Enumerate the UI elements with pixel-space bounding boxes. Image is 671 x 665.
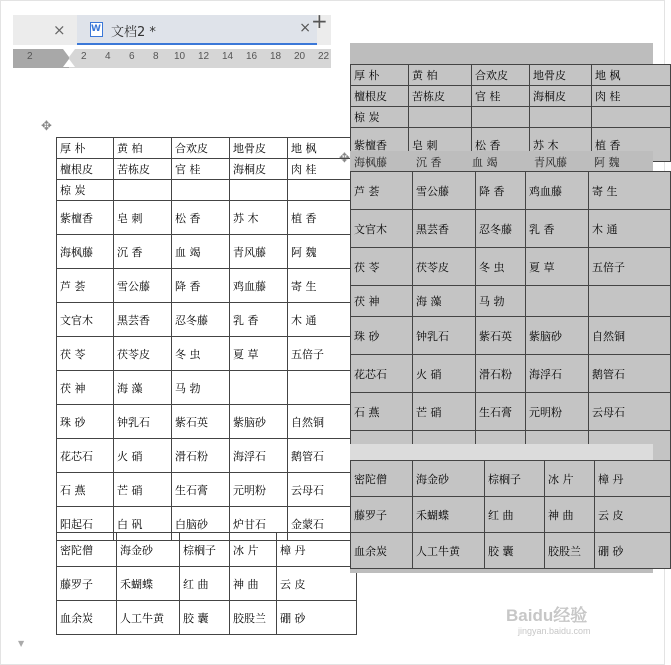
table-cell[interactable]: 官 桂: [172, 159, 230, 180]
table-cell[interactable]: 地骨皮: [230, 138, 288, 159]
table-row: [351, 286, 671, 317]
table-cell[interactable]: 冬 虫: [172, 337, 230, 371]
table-cell[interactable]: 云 皮: [277, 567, 357, 601]
table-row: [351, 107, 671, 128]
table-cell[interactable]: 胶 囊: [180, 601, 230, 635]
table-cell[interactable]: 花芯石: [351, 355, 413, 393]
table-cell[interactable]: 茯 苓: [57, 337, 114, 371]
table-cell[interactable]: 黑芸香: [413, 210, 476, 248]
table-cell[interactable]: 冬 虫: [476, 248, 526, 286]
table-cell[interactable]: 白脑砂: [172, 507, 230, 541]
table-cell[interactable]: 茯 神: [351, 286, 413, 317]
ruler-tick: 6: [129, 51, 135, 62]
ruler-tick: 16: [246, 51, 258, 62]
table-cell[interactable]: 海 藻: [413, 286, 476, 317]
table-cell[interactable]: 硼 砂: [595, 533, 671, 569]
table-cell[interactable]: 元明粉: [230, 473, 288, 507]
merged-cell: 血 竭: [472, 156, 498, 169]
table-cell[interactable]: 珠 砂: [351, 317, 413, 355]
table-cell[interactable]: 钟乳石: [413, 317, 476, 355]
table-cell[interactable]: 鸡血藤: [230, 269, 288, 303]
table-cell[interactable]: 胶 囊: [485, 533, 545, 569]
table-cell[interactable]: 黄 柏: [409, 65, 472, 86]
table-cell[interactable]: 黄 柏: [114, 138, 172, 159]
table-cell[interactable]: 苏 木: [530, 128, 592, 162]
table-cell[interactable]: 生石膏: [172, 473, 230, 507]
table-cell[interactable]: 紫脑砂: [230, 405, 288, 439]
ruler-tick: 2: [27, 51, 33, 62]
ruler-tick: 8: [153, 51, 159, 62]
table-cell[interactable]: 自然铜: [589, 317, 671, 355]
table-cell[interactable]: 藤罗子: [57, 567, 117, 601]
table-cell[interactable]: 神 曲: [545, 497, 595, 533]
table-cell[interactable]: 紫檀香: [351, 128, 409, 162]
table-cell[interactable]: 苏 木: [230, 201, 288, 235]
tab-bar: [13, 15, 331, 45]
table-row: [351, 497, 671, 533]
table-cell[interactable]: 海 藻: [114, 371, 172, 405]
table-cell[interactable]: 木 通: [589, 210, 671, 248]
watermark-brand: Baidu经验: [506, 606, 588, 625]
table-row: [351, 172, 671, 210]
table-cell[interactable]: 禾蝴蝶: [413, 497, 485, 533]
table-cell[interactable]: 皂 刺: [409, 128, 472, 162]
ruler-tick: 14: [222, 51, 234, 62]
table-cell[interactable]: 地 枫: [592, 65, 671, 86]
table-cell[interactable]: 寄 生: [288, 269, 357, 303]
herb-table-selected-bottom: [350, 460, 653, 572]
table-gap: [350, 444, 653, 460]
ruler-tick: 2: [81, 51, 87, 62]
table-cell[interactable]: 棕榈子: [180, 533, 230, 567]
table-row: [351, 210, 671, 248]
table-cell[interactable]: 文官木: [351, 210, 413, 248]
table-cell[interactable]: 芦 荟: [57, 269, 114, 303]
tab-close-icon[interactable]: ×: [299, 20, 311, 36]
table-cell[interactable]: 藤罗子: [351, 497, 413, 533]
table-cell[interactable]: 雪公藤: [413, 172, 476, 210]
table-cell[interactable]: 火 硝: [413, 355, 476, 393]
table-cell[interactable]: 人工牛黄: [413, 533, 485, 569]
table-cell[interactable]: [230, 180, 288, 201]
table-row: [57, 269, 357, 303]
ruler-tick: 10: [174, 51, 186, 62]
table-cell[interactable]: 肉 桂: [288, 159, 357, 180]
ruler-tick: 18: [270, 51, 282, 62]
table-cell[interactable]: 松 香: [472, 128, 530, 162]
table-cell[interactable]: 五倍子: [589, 248, 671, 286]
table-cell[interactable]: 冰 片: [545, 461, 595, 497]
table-row: [351, 248, 671, 286]
table-cell[interactable]: 乳 香: [526, 210, 589, 248]
table-cell[interactable]: 檀根皮: [351, 86, 409, 107]
table-cell[interactable]: 海浮石: [526, 355, 589, 393]
table-row: [57, 601, 357, 635]
table-cell[interactable]: 血 竭: [172, 235, 230, 269]
table-cell[interactable]: 樟 丹: [595, 461, 671, 497]
table-row: [57, 235, 357, 269]
new-tab-plus-icon[interactable]: +: [311, 9, 328, 33]
table-cell[interactable]: 禾蝴蝶: [117, 567, 180, 601]
baidu-watermark: [506, 601, 591, 636]
table-cell[interactable]: 寄 生: [589, 172, 671, 210]
herb-table-page-continued: [56, 532, 329, 638]
table-cell[interactable]: 棕榈子: [485, 461, 545, 497]
table-cell[interactable]: 忍冬藤: [172, 303, 230, 337]
table-cell[interactable]: 紫脑砂: [526, 317, 589, 355]
word-document-icon: [90, 22, 103, 37]
table-cell[interactable]: 雪公藤: [114, 269, 172, 303]
ruler-tick: 20: [294, 51, 306, 62]
merged-cell: 沉 香: [416, 156, 442, 169]
table-cell[interactable]: 降 香: [172, 269, 230, 303]
table-row: [57, 439, 357, 473]
table-cell[interactable]: 硼 砂: [277, 601, 357, 635]
table-cell[interactable]: [530, 107, 592, 128]
table-cell[interactable]: 阳起石: [57, 507, 114, 541]
ruler-tick: 4: [105, 51, 111, 62]
table-cell[interactable]: 海桐皮: [530, 86, 592, 107]
table-cell[interactable]: [288, 371, 357, 405]
table-cell[interactable]: 茯苓皮: [413, 248, 476, 286]
table-cell[interactable]: 樟 丹: [277, 533, 357, 567]
table-cell[interactable]: [230, 371, 288, 405]
merged-cell: 青风藤: [534, 156, 567, 169]
table-cell[interactable]: 云 皮: [595, 497, 671, 533]
table-row: [351, 86, 671, 107]
table-move-handle-icon[interactable]: ✥: [339, 151, 350, 166]
table-cell[interactable]: 红 曲: [485, 497, 545, 533]
table-row: [57, 159, 357, 180]
table-cell[interactable]: 自然铜: [288, 405, 357, 439]
table-cell[interactable]: 海桐皮: [230, 159, 288, 180]
table-cell[interactable]: 密陀僧: [351, 461, 413, 497]
table-cell[interactable]: 滑石粉: [476, 355, 526, 393]
table-cell[interactable]: 珠 砂: [57, 405, 114, 439]
table-cell[interactable]: 元明粉: [526, 393, 589, 431]
table-cell[interactable]: 苦栋皮: [114, 159, 172, 180]
table-row: [57, 533, 357, 567]
table-cell[interactable]: [526, 286, 589, 317]
table-row: [57, 405, 357, 439]
table-cell[interactable]: 官 桂: [472, 86, 530, 107]
table-cell[interactable]: [409, 107, 472, 128]
table-cell[interactable]: 云母石: [589, 393, 671, 431]
table-cell[interactable]: 檀根皮: [57, 159, 114, 180]
table-cell[interactable]: 密陀僧: [57, 533, 117, 567]
close-icon[interactable]: ×: [53, 21, 66, 39]
table-cell[interactable]: [114, 180, 172, 201]
table-cell[interactable]: 乳 香: [230, 303, 288, 337]
table-cell[interactable]: 茯 神: [57, 371, 114, 405]
table-cell[interactable]: [592, 107, 671, 128]
table-cell[interactable]: 马 勃: [172, 371, 230, 405]
table-cell[interactable]: 海枫藤: [57, 235, 114, 269]
table-cell[interactable]: 石 燕: [57, 473, 114, 507]
table-cell[interactable]: [172, 180, 230, 201]
table-cell[interactable]: 厚 朴: [57, 138, 114, 159]
table-cell[interactable]: 芒 硝: [114, 473, 172, 507]
table-cell[interactable]: 合欢皮: [172, 138, 230, 159]
table-cell[interactable]: 钟乳石: [114, 405, 172, 439]
table-cell[interactable]: 鸡血藤: [526, 172, 589, 210]
indent-marker-icon[interactable]: [63, 49, 75, 68]
table-cell[interactable]: [288, 180, 357, 201]
table-cell[interactable]: 紫石英: [476, 317, 526, 355]
table-cell[interactable]: 夏 草: [230, 337, 288, 371]
table-cell[interactable]: [472, 107, 530, 128]
table-cell[interactable]: [589, 286, 671, 317]
table-cell[interactable]: 皂 刺: [114, 201, 172, 235]
ruler-tick: 22: [318, 51, 330, 62]
table-cell[interactable]: 植 香: [592, 128, 671, 162]
table-row: [351, 355, 671, 393]
table-row: [57, 201, 357, 235]
table-cell[interactable]: 鹅管石: [589, 355, 671, 393]
table-cell[interactable]: 血余炭: [57, 601, 117, 635]
table-cell[interactable]: 海金砂: [117, 533, 180, 567]
table-row: [57, 138, 357, 159]
table-cell[interactable]: 青风藤: [230, 235, 288, 269]
table-cell[interactable]: 人工牛黄: [117, 601, 180, 635]
table-cell[interactable]: 胶股兰: [545, 533, 595, 569]
watermark-url: jingyan.baidu.com: [518, 626, 591, 636]
table-cell[interactable]: 火 硝: [114, 439, 172, 473]
merged-text-row: [350, 151, 653, 171]
horizontal-ruler[interactable]: [13, 49, 331, 68]
table-cell[interactable]: 植 香: [288, 201, 357, 235]
table-cell[interactable]: 沉 香: [114, 235, 172, 269]
table-cell[interactable]: 芦 荟: [351, 172, 413, 210]
table-cell[interactable]: 文官木: [57, 303, 114, 337]
table-cell[interactable]: 阿 魏: [288, 235, 357, 269]
table-cell[interactable]: 夏 草: [526, 248, 589, 286]
table-cell[interactable]: 胶股兰: [230, 601, 277, 635]
table-cell[interactable]: 地骨皮: [530, 65, 592, 86]
table-cell[interactable]: 白 矾: [114, 507, 172, 541]
table-cell[interactable]: 厚 朴: [351, 65, 409, 86]
table-row: [57, 337, 357, 371]
table-cell[interactable]: 紫檀香: [57, 201, 114, 235]
table-row: [57, 473, 357, 507]
merged-cell: 海枫藤: [354, 156, 387, 169]
table-cell[interactable]: 降 香: [476, 172, 526, 210]
table-row: [351, 461, 671, 497]
table-cell[interactable]: 肉 桂: [592, 86, 671, 107]
table-cell[interactable]: 忍冬藤: [476, 210, 526, 248]
table-cell[interactable]: 炉甘石: [230, 507, 288, 541]
table-cell[interactable]: 金蒙石: [288, 507, 357, 541]
herb-table-page: [56, 137, 329, 531]
table-cell[interactable]: 鹅管石: [288, 439, 357, 473]
table-row: [351, 317, 671, 355]
table-cell[interactable]: 茯苓皮: [114, 337, 172, 371]
table-cell[interactable]: 滑石粉: [172, 439, 230, 473]
document-tab-title: 文档2 *: [111, 25, 156, 40]
table-row: [57, 303, 357, 337]
table-cell[interactable]: 神 曲: [230, 567, 277, 601]
table-cell[interactable]: 芒 硝: [413, 393, 476, 431]
table-cell[interactable]: 黑芸香: [114, 303, 172, 337]
table-row: [57, 371, 357, 405]
table-row: [351, 65, 671, 86]
table-cell[interactable]: 苦栋皮: [409, 86, 472, 107]
table-cell[interactable]: 海浮石: [230, 439, 288, 473]
table-cell[interactable]: 云母石: [288, 473, 357, 507]
table-row: [57, 567, 357, 601]
table-cell[interactable]: 合欢皮: [472, 65, 530, 86]
table-row: [351, 533, 671, 569]
table-cell[interactable]: 椋 炭: [351, 107, 409, 128]
table-cell[interactable]: 紫石英: [172, 405, 230, 439]
scroll-down-icon[interactable]: ▼: [18, 639, 25, 648]
document-tab[interactable]: [77, 15, 317, 45]
herb-table-selected-middle: [350, 171, 653, 444]
table-cell[interactable]: 五倍子: [288, 337, 357, 371]
table-cell[interactable]: 石 燕: [351, 393, 413, 431]
table-cell[interactable]: 木 通: [288, 303, 357, 337]
table-cell[interactable]: 冰 片: [230, 533, 277, 567]
table-cell[interactable]: 花芯石: [57, 439, 114, 473]
table-cell[interactable]: 红 曲: [180, 567, 230, 601]
table-cell[interactable]: 血余炭: [351, 533, 413, 569]
table-row: [351, 393, 671, 431]
table-cell[interactable]: 地 枫: [288, 138, 357, 159]
ruler-tick: 12: [198, 51, 210, 62]
table-cell[interactable]: 椋 炭: [57, 180, 114, 201]
table-cell[interactable]: 生石膏: [476, 393, 526, 431]
merged-cell: 阿 魏: [594, 156, 620, 169]
table-cell[interactable]: 海金砂: [413, 461, 485, 497]
table-cell[interactable]: 松 香: [172, 201, 230, 235]
table-cell[interactable]: 茯 苓: [351, 248, 413, 286]
table-cell[interactable]: 马 勃: [476, 286, 526, 317]
table-move-handle-icon[interactable]: ✥: [41, 119, 52, 134]
table-row: [57, 180, 357, 201]
